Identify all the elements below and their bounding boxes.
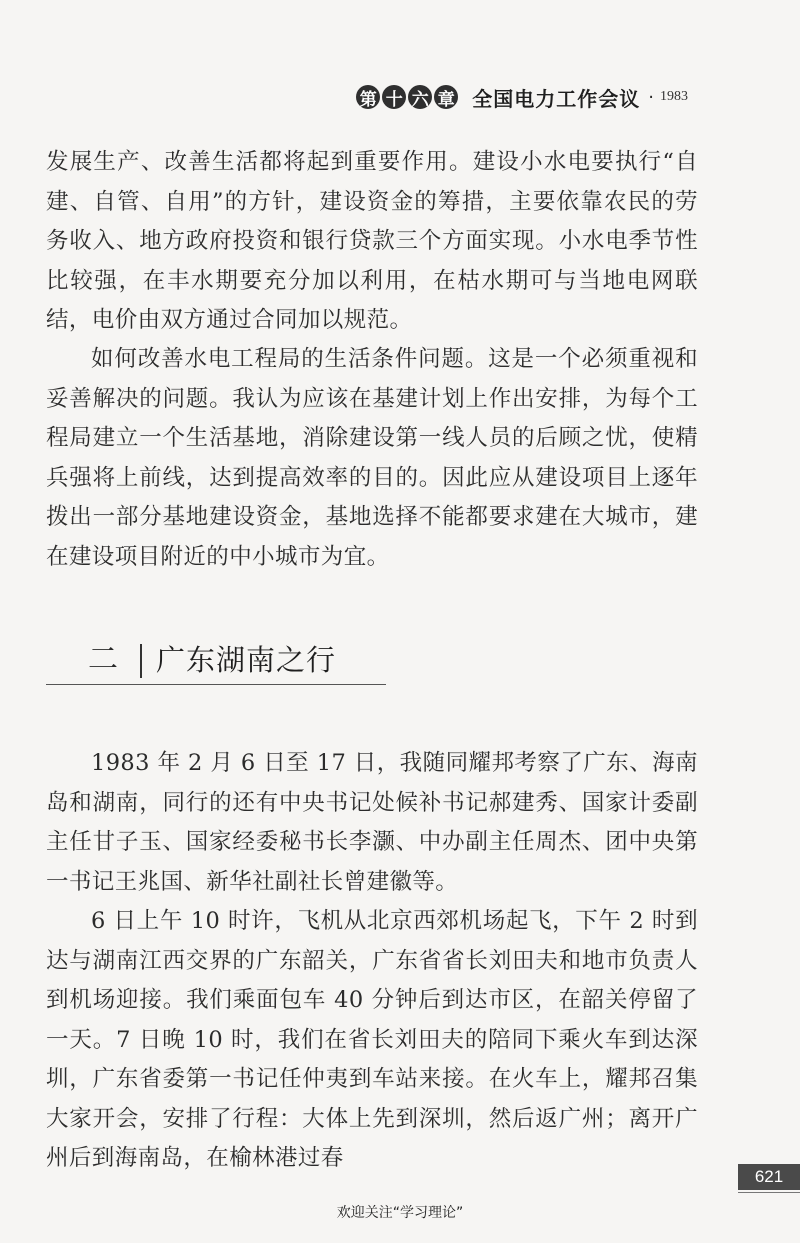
section-title: 广东湖南之行 [156,643,337,677]
header-separator: · [648,86,654,108]
body-paragraph: 1983 年 2 月 6 日至 17 日，我随同耀邦考察了广东、海南岛和湖南，同行的还有中央书记处候补书记郝建秀、国家计委副主任甘子玉、国家经委秘书长李灏、中办副主任周杰、团中央第一书记王兆国、新华社副社长曾建徽等。 [46,750,698,895]
body-paragraph: 发展生产、改善生活都将起到重要作用。建设小水电要执行“自建、自管、自用”的方针，建设资金的筹措，主要依靠农民的劳务收入、地方政府投资和银行贷款三个方面实现。小水电季节性比较强，在丰水期要充分加以利用，在枯水期可与当地电网联结，电价由双方通过合同加以规范。 [46,149,698,333]
chapter-badge-char: 章 [434,85,458,109]
page-number-rule [738,1192,800,1193]
section-heading [46,640,386,685]
chapter-badge-char: 十 [382,85,406,109]
header-year: 1983 [660,89,688,104]
section-number: 二 [88,642,118,677]
body-paragraph: 如何改善水电工程局的生活条件问题。这是一个必须重视和妥善解决的问题。我认为应该在基建计划上作出安排，为每个工程局建立一个生活基地，消除建设第一线人员的后顾之忧，使精兵强将上前线，达到提高效率的目的。因此应从建设项目上逐年拨出一部分基地建设资金，基地选择不能都要求建在大城市，建在建设项目附近的中小城市为宜。 [46,346,698,570]
section-divider [140,644,142,678]
body-paragraph: 6 日上午 10 时许，飞机从北京西郊机场起飞，下午 2 时到达与湖南江西交界的广东韶关，广东省省长刘田夫和地市负责人到机场迎接。我们乘面包车 40 分钟后到达市区，在韶关停留了一天。7 日晚 10 时，我们在省长刘田夫的陪同下乘火车到达深圳，广东省委第一书记任仲夷到车站来接。在火车上，耀邦召集大家开会，安排了行程：大体上先到深圳，然后返广州；离开广州后到海南岛，在榆林港过春 [46,908,698,1171]
header-title: 全国电力工作会议 [472,86,641,111]
chapter-badge [356,85,458,109]
running-header [356,82,688,112]
page-number: 621 [738,1164,800,1190]
chapter-badge-char: 第 [356,85,380,109]
footer-note: 欢迎关注“学习理论” [336,1205,464,1221]
chapter-badge-char: 六 [408,85,432,109]
